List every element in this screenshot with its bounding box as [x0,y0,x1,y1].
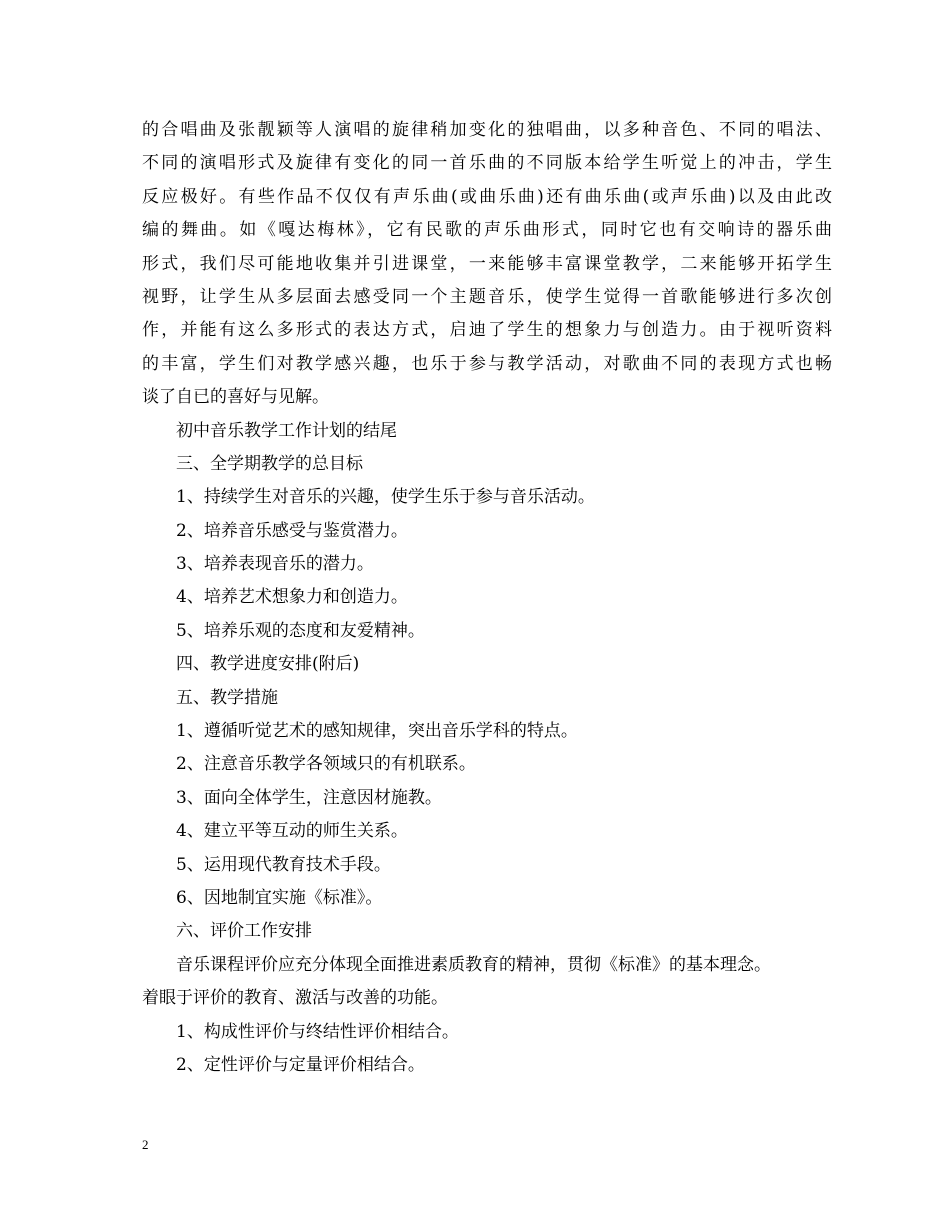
document-body [142,114,832,1082]
text-line: 五、教学措施 [176,687,278,708]
text-line: 着眼于评价的教育、激活与改善的功能。 [142,988,448,1009]
text-line: 6、因地制宜实施《标准》。 [176,887,383,908]
text-line: 3、面向全体学生，注意因材施教。 [176,787,442,808]
text-line: 1、持续学生对音乐的兴趣，使学生乐于参与音乐活动。 [176,487,595,508]
text-line: 音乐课程评价应充分体现全面推进素质教育的精神，贯彻《标准》的基本理念。 [176,954,771,975]
text-line: 1、遵循听觉艺术的感知规律，突出音乐学科的特点。 [176,721,578,742]
text-line: 2、注意音乐教学各领域只的有机联系。 [176,754,476,775]
text-line: 5、运用现代教育技术手段。 [176,854,391,875]
text-line: 的丰富，学生们对教学感兴趣，也乐于参与教学活动，对歌曲不同的表现方式也畅 [142,353,832,374]
text-line: 2、培养音乐感受与鉴赏潜力。 [176,520,408,541]
text-line: 的合唱曲及张靓颖等人演唱的旋律稍加变化的独唱曲，以多种音色、不同的唱法、 [142,120,832,140]
text-line: 1、构成性评价与终结性评价相结合。 [176,1021,459,1042]
text-line: 3、培养表现音乐的潜力。 [176,554,374,575]
text-line: 初中音乐教学工作计划的结尾 [176,420,397,441]
text-line: 谈了自已的喜好与见解。 [142,387,329,408]
text-line: 作，并能有这么多形式的表达方式，启迪了学生的想象力与创造力。由于视听资料 [142,320,832,341]
text-line: 4、培养艺术想象力和创造力。 [176,587,408,608]
text-line: 形式，我们尽可能地收集并引进课堂，一来能够丰富课堂教学，二来能够开拓学生 [142,253,832,274]
text-line: 编的舞曲。如《嘎达梅林》，它有民歌的声乐曲形式，同时它也有交响诗的器乐曲 [142,220,832,241]
text-line: 反应极好。有些作品不仅仅有声乐曲(或曲乐曲)还有曲乐曲(或声乐曲)以及由此改 [142,186,832,207]
text-line: 4、建立平等互动的师生关系。 [176,821,408,842]
text-line: 三、全学期教学的总目标 [176,453,363,474]
page-number: 2 [142,1137,149,1152]
text-line: 不同的演唱形式及旋律有变化的同一首乐曲的不同版本给学生听觉上的冲击，学生 [142,153,832,174]
text-line: 2、定性评价与定量评价相结合。 [176,1054,425,1075]
text-line: 5、培养乐观的态度和友爱精神。 [176,620,425,641]
text-line: 六、评价工作安排 [176,921,312,942]
text-line: 四、教学进度安排(附后) [176,654,360,675]
text-line: 视野，让学生从多层面去感受同一个主题音乐，使学生觉得一首歌能够进行多次创 [142,286,832,307]
